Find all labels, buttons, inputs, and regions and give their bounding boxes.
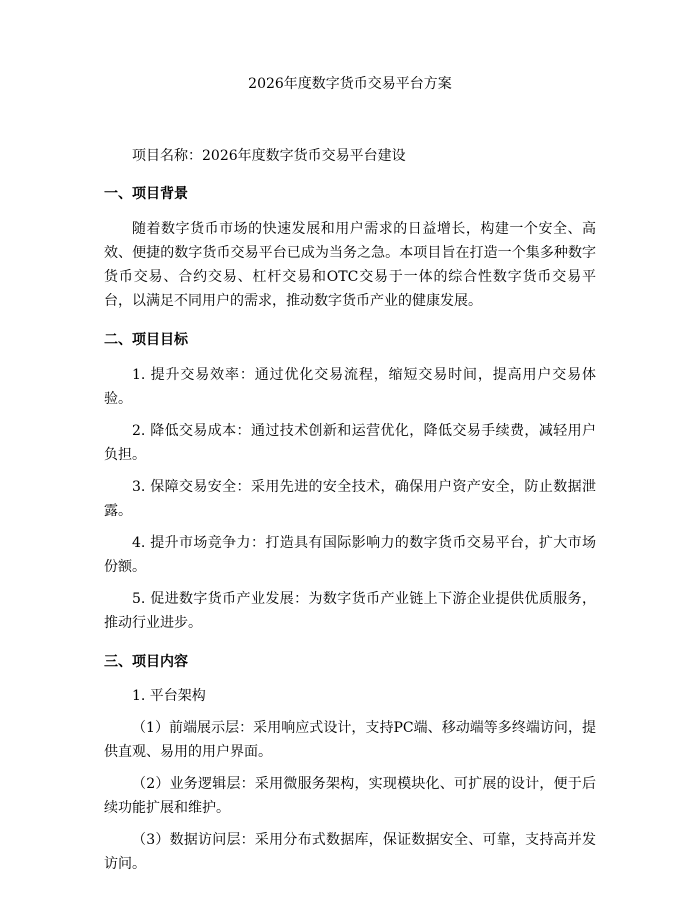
goal-item: 5. 促进数字货币产业发展：为数字货币产业链上下游企业提供优质服务，推动行业进步。	[104, 591, 596, 631]
architecture-item: （2）业务逻辑层：采用微服务架构，实现模块化、可扩展的设计，便于后续功能扩展和维护。	[104, 776, 596, 816]
content-sub-heading: 1. 平台架构	[132, 688, 206, 704]
section-heading-goals: 二、项目目标	[104, 332, 188, 348]
background-paragraph: 随着数字货币市场的快速发展和用户需求的日益增长，构建一个安全、高效、便捷的数字货币交易平台已成为当务之急。本项目旨在打造一个集多种数字货币交易、合约交易、杠杆交易和OTC交易于一体的综合性数字货币交易平台，以满足不同用户的需求，推动数字货币产业的健康发展。	[104, 221, 596, 309]
document-title: 2026年度数字货币交易平台方案	[248, 76, 452, 92]
section-heading-background: 一、项目背景	[104, 186, 188, 202]
architecture-item: （3）数据访问层：采用分布式数据库，保证数据安全、可靠，支持高并发访问。	[104, 832, 596, 872]
goal-item: 1. 提升交易效率：通过优化交易流程，缩短交易时间，提高用户交易体验。	[104, 367, 596, 407]
goal-item: 2. 降低交易成本：通过技术创新和运营优化，降低交易手续费，减轻用户负担。	[104, 423, 596, 463]
goal-item: 4. 提升市场竞争力：打造具有国际影响力的数字货币交易平台，扩大市场份额。	[104, 535, 596, 575]
project-name: 项目名称：2026年度数字货币交易平台建设	[132, 148, 406, 164]
architecture-item: （1）前端展示层：采用响应式设计，支持PC端、移动端等多终端访问，提供直观、易用的用户界面。	[104, 720, 596, 760]
goal-item: 3. 保障交易安全：采用先进的安全技术，确保用户资产安全，防止数据泄露。	[104, 479, 596, 519]
section-heading-content: 三、项目内容	[104, 654, 188, 670]
